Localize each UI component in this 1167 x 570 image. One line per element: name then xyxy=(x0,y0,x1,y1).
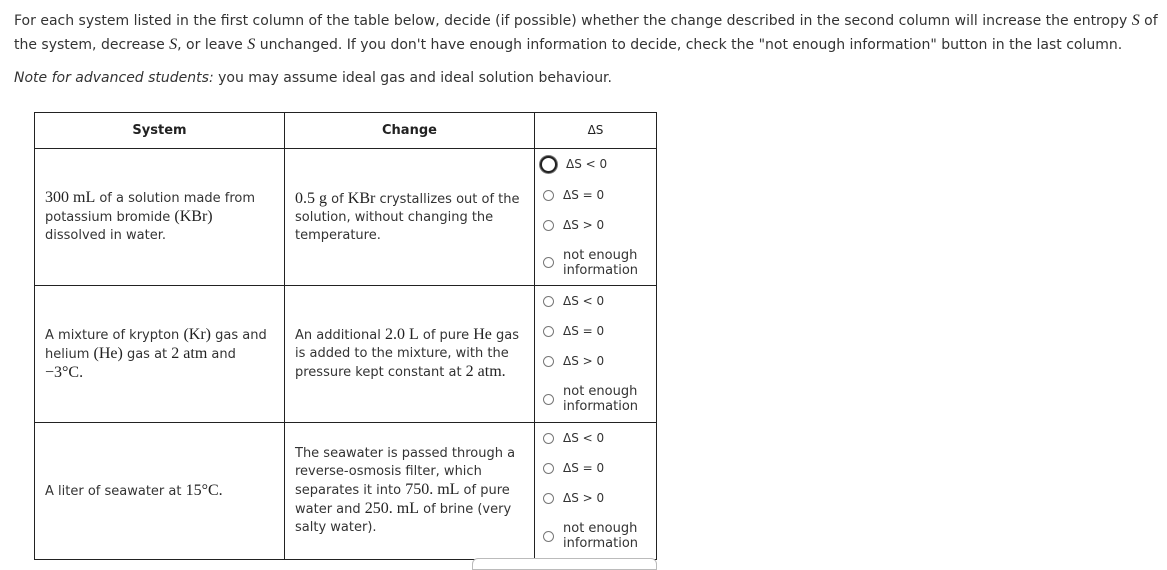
change-text: of brine (very salty water). xyxy=(295,502,512,535)
option-decrease[interactable] xyxy=(543,431,656,446)
instructions-text xyxy=(14,9,1159,57)
system-cell xyxy=(35,286,285,423)
option-label xyxy=(563,384,638,414)
radio-group xyxy=(535,423,656,559)
system-text: A mixture of krypton xyxy=(45,327,184,343)
table-header-row xyxy=(35,113,657,149)
system-formula: (He) xyxy=(93,344,123,362)
option-unchanged[interactable] xyxy=(543,188,656,203)
change-text: The seawater is passed through a reverse-osmosis filter, which separates it into xyxy=(295,446,516,498)
option-label xyxy=(563,248,638,278)
header-delta-s-label: ΔS xyxy=(587,123,604,137)
option-label xyxy=(563,521,638,551)
option-label: ΔS = 0 xyxy=(563,460,605,475)
instructions-part: unchanged. If you don't have enough information to decide, check the "not enough information" button in the last column. xyxy=(255,37,1123,53)
radio-button[interactable] xyxy=(543,531,554,542)
note-text: you may assume ideal gas and ideal solution behaviour. xyxy=(213,70,612,86)
instructions-part: , or leave xyxy=(177,37,248,53)
option-label: ΔS < 0 xyxy=(563,293,605,308)
entropy-symbol: S xyxy=(1131,12,1140,29)
entropy-table xyxy=(34,112,657,560)
option-label: ΔS > 0 xyxy=(563,354,605,369)
change-formula: He xyxy=(473,326,492,343)
option-not-enough-info[interactable] xyxy=(543,384,656,414)
advanced-note xyxy=(14,68,612,88)
change-cell xyxy=(285,149,535,286)
system-quantity: −3°C. xyxy=(45,363,84,381)
option-label-line: information xyxy=(563,536,639,552)
radio-button[interactable] xyxy=(543,326,554,337)
table-row xyxy=(35,149,657,286)
header-change: Change xyxy=(285,113,535,149)
options-cell xyxy=(535,286,657,423)
system-text: gas and helium xyxy=(45,327,267,362)
radio-group xyxy=(535,149,656,285)
radio-group xyxy=(535,286,656,422)
option-label: ΔS = 0 xyxy=(563,188,605,203)
radio-button[interactable] xyxy=(543,394,554,405)
option-increase[interactable] xyxy=(543,491,656,506)
change-text: crystallizes out of the solution, without changing the temperature. xyxy=(295,191,520,243)
option-not-enough-info[interactable] xyxy=(543,248,656,278)
option-increase[interactable] xyxy=(543,218,656,233)
option-unchanged[interactable] xyxy=(543,461,656,476)
options-cell xyxy=(535,149,657,286)
change-formula: KBr xyxy=(347,189,376,207)
system-text: of a solution made from potassium bromide xyxy=(45,191,255,225)
change-quantity: 0.5 g xyxy=(295,189,327,207)
change-text: of pure water and xyxy=(295,483,510,517)
entropy-symbol: S xyxy=(247,36,256,53)
option-label-line: information xyxy=(563,399,639,415)
change-quantity: 2.0 L xyxy=(384,326,419,343)
option-unchanged[interactable] xyxy=(543,324,656,339)
header-delta-s xyxy=(535,113,657,149)
radio-button[interactable] xyxy=(543,463,554,474)
option-label: ΔS > 0 xyxy=(563,491,605,506)
change-text: of xyxy=(327,191,348,207)
note-label: Note for advanced students: xyxy=(14,70,214,86)
system-formula: (KBr) xyxy=(174,208,213,225)
option-increase[interactable] xyxy=(543,354,656,369)
option-label: ΔS < 0 xyxy=(563,430,605,445)
option-label-line: not enough xyxy=(563,521,638,537)
system-quantity: 2 atm xyxy=(171,344,208,362)
radio-button[interactable] xyxy=(543,296,554,307)
radio-button[interactable] xyxy=(540,156,557,173)
table-row xyxy=(35,423,657,560)
option-label-line: not enough xyxy=(563,247,638,263)
system-text: and xyxy=(207,346,236,362)
change-text: of pure xyxy=(418,328,474,343)
radio-button[interactable] xyxy=(543,356,554,367)
change-cell xyxy=(285,423,535,560)
system-text: dissolved in water. xyxy=(45,228,167,243)
radio-button[interactable] xyxy=(543,257,554,268)
system-text: gas at xyxy=(122,346,172,362)
options-cell xyxy=(535,423,657,560)
change-quantity: 2 atm. xyxy=(465,363,506,380)
instructions-part: For each system listed in the first column of the table below, decide (if possible) whether the change described in the second column will increase the entropy xyxy=(14,13,1132,29)
system-quantity: 15°C. xyxy=(185,481,223,499)
radio-button[interactable] xyxy=(543,220,554,231)
change-cell xyxy=(285,286,535,423)
system-cell xyxy=(35,149,285,286)
change-text: gas is added to the mixture, with the pressure kept constant at xyxy=(295,328,520,380)
option-label-line: not enough xyxy=(563,384,638,400)
option-decrease[interactable] xyxy=(543,156,656,173)
entropy-symbol: S xyxy=(169,36,178,53)
radio-button[interactable] xyxy=(543,190,554,201)
system-text: A liter of seawater at xyxy=(45,483,186,499)
system-quantity: 300 mL xyxy=(45,189,96,206)
header-system: System xyxy=(35,113,285,149)
change-text: An additional xyxy=(295,328,385,343)
option-label: ΔS = 0 xyxy=(563,323,605,338)
table-row xyxy=(35,286,657,423)
option-label: ΔS < 0 xyxy=(566,157,608,172)
option-not-enough-info[interactable] xyxy=(543,521,656,551)
option-decrease[interactable] xyxy=(543,294,656,309)
option-label: ΔS > 0 xyxy=(563,217,605,232)
radio-button[interactable] xyxy=(543,433,554,444)
button-stub[interactable] xyxy=(472,558,657,570)
radio-button[interactable] xyxy=(543,493,554,504)
change-quantity: 750. mL xyxy=(405,481,460,498)
change-quantity: 250. mL xyxy=(364,500,419,517)
option-label-line: information xyxy=(563,262,639,278)
system-formula: (Kr) xyxy=(183,325,211,343)
system-cell xyxy=(35,423,285,560)
instructions-part: of the system, decrease xyxy=(14,13,1158,53)
